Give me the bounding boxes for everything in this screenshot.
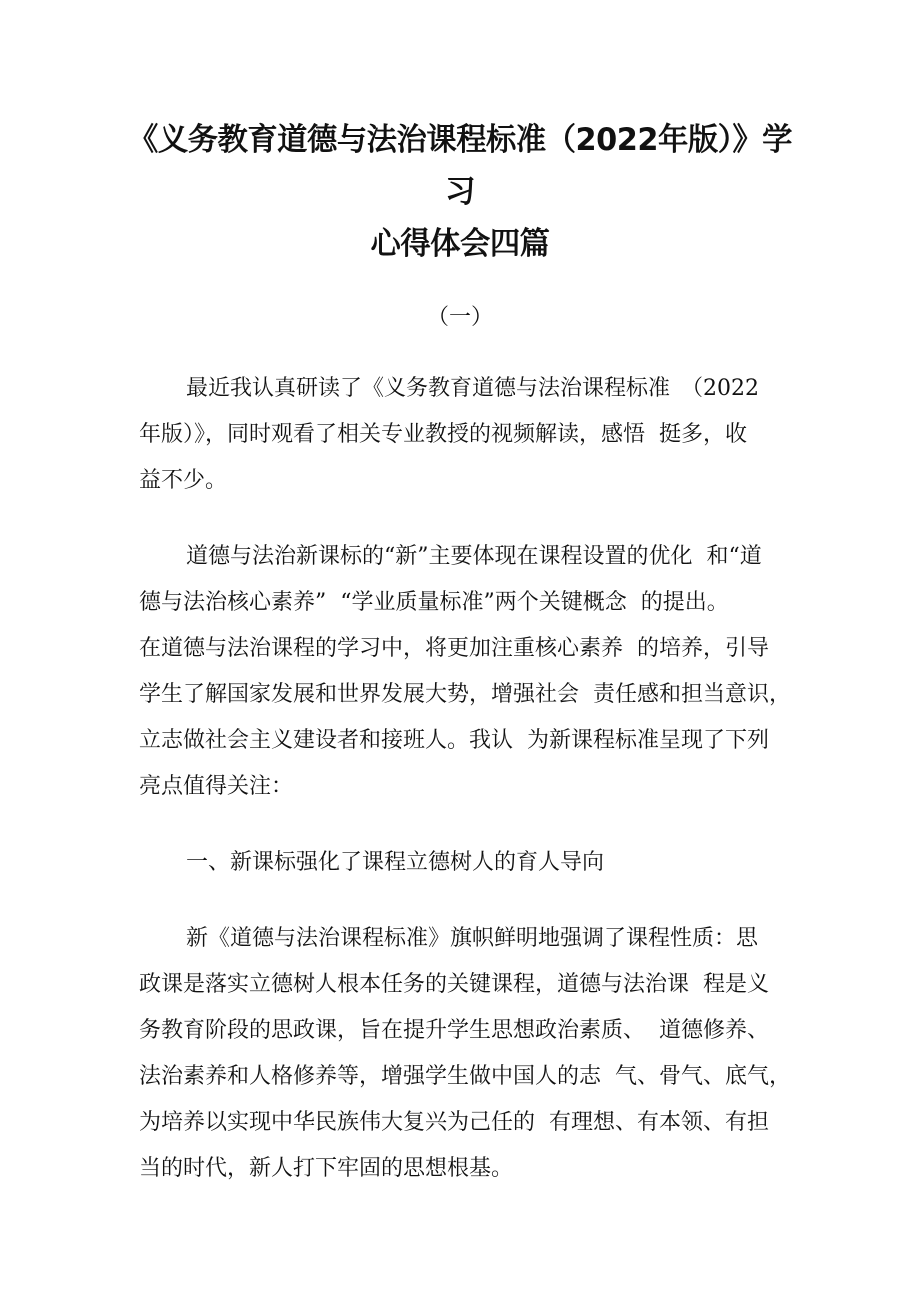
paragraph-line: 亮点值得关注： <box>139 774 294 799</box>
section-number: （一） <box>426 305 493 330</box>
title-line-2: 习 <box>445 174 475 210</box>
paragraph-line: 年版）》，同时观看了相关专业教授的视频解读，感悟 挺多，收 <box>139 422 747 447</box>
paragraph-line: 政课是落实立德树人根本任务的关键课程，道德与法治课 程是义 <box>139 972 769 997</box>
paragraph-line: 为培养以实现中华民族伟大复兴为己任的 有理想、有本领、有担 <box>139 1110 769 1135</box>
paragraph-line: 立志做社会主义建设者和接班人。我认 为新课程标准呈现了下列 <box>139 728 769 753</box>
paragraph-line: 法治素养和人格修养等，增强学生做中国人的志 气、骨气、底气， <box>139 1064 791 1089</box>
paragraph-line: 务教育阶段的思政课，旨在提升学生思想政治素质、 道德修养、 <box>139 1018 769 1043</box>
paragraph-line: 益不少。 <box>139 468 228 493</box>
paragraph-line: 当的时代，新人打下牢固的思想根基。 <box>139 1156 514 1181</box>
paragraph-line: 德与法治核心素养” “学业质量标准”两个关键概念 的提出。 <box>139 590 729 615</box>
heading-line: 一、新课标强化了课程立德树人的育人导向 <box>186 850 605 875</box>
title-line-3: 心得体会四篇 <box>370 226 550 262</box>
title-line-1: 《义务教育道德与法治课程标准（2022年版）》学 <box>127 122 793 158</box>
paragraph-line: 在道德与法治课程的学习中，将更加注重核心素养 的培养，引导 <box>139 636 769 661</box>
paragraph-line: 学生了解国家发展和世界发展大势，增强社会 责任感和担当意识， <box>139 682 791 707</box>
paragraph-line: 新《道德与法治课程标准》旗帜鲜明地强调了课程性质：思 <box>186 926 759 951</box>
paragraph-line: 最近我认真研读了《义务教育道德与法治课程标准 （2022 <box>186 376 759 401</box>
paragraph-line: 道德与法治新课标的“新”主要体现在课程设置的优化 和“道 <box>186 544 762 569</box>
